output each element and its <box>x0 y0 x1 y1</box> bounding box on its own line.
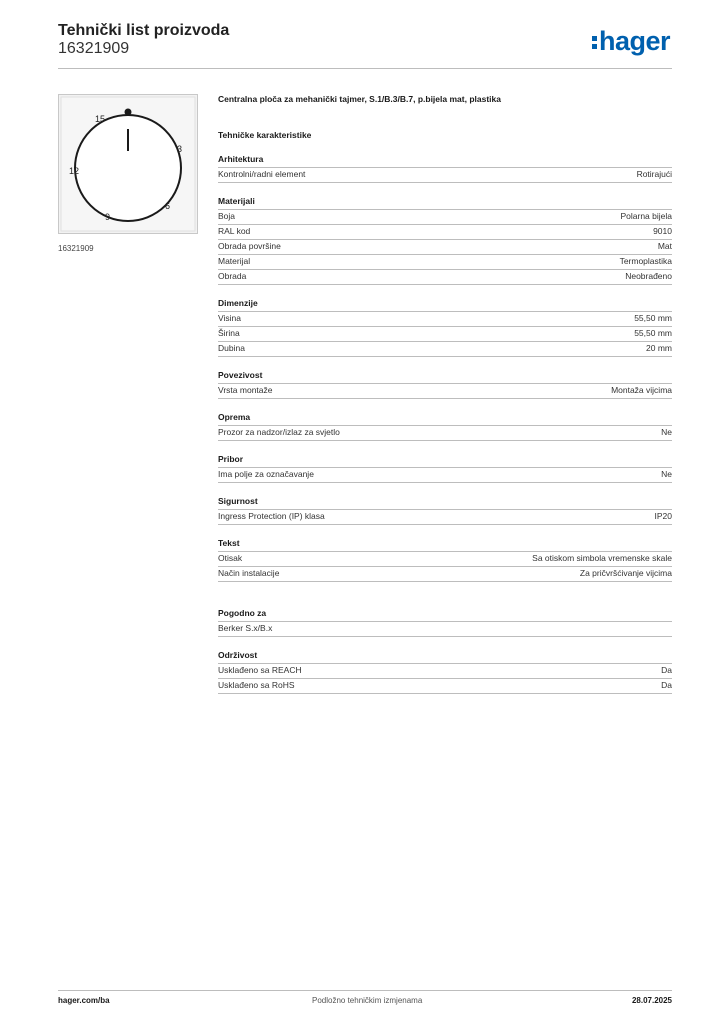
spec-label: Usklađeno sa REACH <box>218 665 302 675</box>
spec-group-title: Pribor <box>218 454 672 468</box>
image-caption: 16321909 <box>58 244 94 253</box>
spec-label: Usklađeno sa RoHS <box>218 680 295 690</box>
spec-row <box>218 210 672 225</box>
spec-value: Rotirajući <box>636 169 672 179</box>
section-title: Tehničke karakteristike <box>218 130 312 140</box>
spec-value: IP20 <box>654 511 672 521</box>
page-title: Tehnički list proizvoda <box>58 22 230 39</box>
spec-label: Prozor za nadzor/izlaz za svjetlo <box>218 427 340 437</box>
header-divider <box>58 68 672 69</box>
spec-label: Dubina <box>218 343 245 353</box>
dial-label-15: 15 <box>95 114 106 124</box>
spec-row <box>218 679 672 694</box>
spec-row <box>218 327 672 342</box>
spec-label: Obrada <box>218 271 247 281</box>
spec-group-title: Oprema <box>218 412 672 426</box>
header <box>58 22 229 58</box>
spec-group-title: Povezivost <box>218 370 672 384</box>
logo-dots-icon <box>592 30 598 50</box>
spec-group-title: Sigurnost <box>218 496 672 510</box>
spec-groups <box>218 154 672 694</box>
spec-value: Mat <box>657 241 672 251</box>
spec-row <box>218 270 672 285</box>
spec-label: Ima polje za označavanje <box>218 469 314 479</box>
spec-group-title: Dimenzije <box>218 298 672 312</box>
spec-value: 9010 <box>653 226 672 236</box>
spec-value: Da <box>661 680 672 690</box>
spec-label: Berker S.x/B.x <box>218 623 273 633</box>
spec-value: Ne <box>661 469 672 479</box>
spec-row <box>218 342 672 357</box>
spec-value: Polarna bijela <box>620 211 672 221</box>
spec-row <box>218 552 672 567</box>
spec-row <box>218 468 672 483</box>
spec-value: Za pričvršćivanje vijcima <box>579 568 672 578</box>
dial-label-12: 12 <box>69 166 80 176</box>
footer <box>58 996 672 1008</box>
spec-content <box>218 94 672 694</box>
spec-group <box>218 608 672 637</box>
spec-row <box>218 510 672 525</box>
spec-group <box>218 298 672 357</box>
spec-group-title: Pogodno za <box>218 608 672 622</box>
spec-label: Kontrolni/radni element <box>218 169 306 179</box>
footer-note: Podložno tehničkim izmjenama <box>312 996 423 1005</box>
spec-group-title: Tekst <box>218 538 672 552</box>
spec-label: Boja <box>218 211 236 221</box>
spec-value: Ne <box>661 427 672 437</box>
spec-value: Montaža vijcima <box>611 385 672 395</box>
spec-label: Ingress Protection (IP) klasa <box>218 511 325 521</box>
spec-group <box>218 196 672 285</box>
spec-value: Neobrađeno <box>625 271 672 281</box>
spec-group <box>218 370 672 399</box>
product-number: 16321909 <box>58 40 130 57</box>
spec-row <box>218 664 672 679</box>
spec-value: 20 mm <box>646 343 672 353</box>
footer-website-link[interactable]: hager.com/ba <box>58 996 110 1005</box>
spec-group <box>218 454 672 483</box>
dial-label-3: 3 <box>177 144 183 154</box>
spec-row <box>218 168 672 183</box>
spec-row <box>218 312 672 327</box>
spec-group-title: Održivost <box>218 650 672 664</box>
spec-row <box>218 567 672 582</box>
product-image <box>58 94 198 234</box>
spec-group-title: Materijali <box>218 196 672 210</box>
spec-row <box>218 240 672 255</box>
spec-group <box>218 650 672 694</box>
spec-value: 55,50 mm <box>634 328 672 338</box>
spec-row <box>218 384 672 399</box>
spec-group <box>218 496 672 525</box>
spec-label: Materijal <box>218 256 251 266</box>
footer-date: 28.07.2025 <box>631 996 672 1005</box>
dial-label-6: 6 <box>165 201 171 211</box>
hager-logo <box>592 26 670 56</box>
spec-value: Da <box>661 665 672 675</box>
spec-label: RAL kod <box>218 226 251 236</box>
spec-label: Način instalacije <box>218 568 280 578</box>
spec-label: Visina <box>218 313 241 323</box>
dial-label-9: 9 <box>105 212 111 222</box>
dial-marker-dot-icon <box>125 109 132 116</box>
footer-divider <box>58 990 672 991</box>
spec-row <box>218 622 672 637</box>
spec-row <box>218 225 672 240</box>
spec-label: Obrada površine <box>218 241 281 251</box>
logo-text: hager <box>599 26 671 56</box>
spec-value: Termoplastika <box>619 256 672 266</box>
spec-value: 55,50 mm <box>634 313 672 323</box>
spec-label: Vrsta montaže <box>218 385 273 395</box>
spec-group <box>218 154 672 183</box>
spec-row <box>218 426 672 441</box>
spec-group-title: Arhitektura <box>218 154 672 168</box>
spec-row <box>218 255 672 270</box>
spec-group <box>218 538 672 582</box>
spec-value: Sa otiskom simbola vremenske skale <box>532 553 672 563</box>
product-description: Centralna ploča za mehanički tajmer, S.1/B.3/B.7, p.bijela mat, plastika <box>218 94 501 104</box>
spec-label: Otisak <box>218 553 243 563</box>
dial-pointer-icon <box>127 129 129 151</box>
spec-label: Širina <box>218 328 240 338</box>
spec-group <box>218 412 672 441</box>
